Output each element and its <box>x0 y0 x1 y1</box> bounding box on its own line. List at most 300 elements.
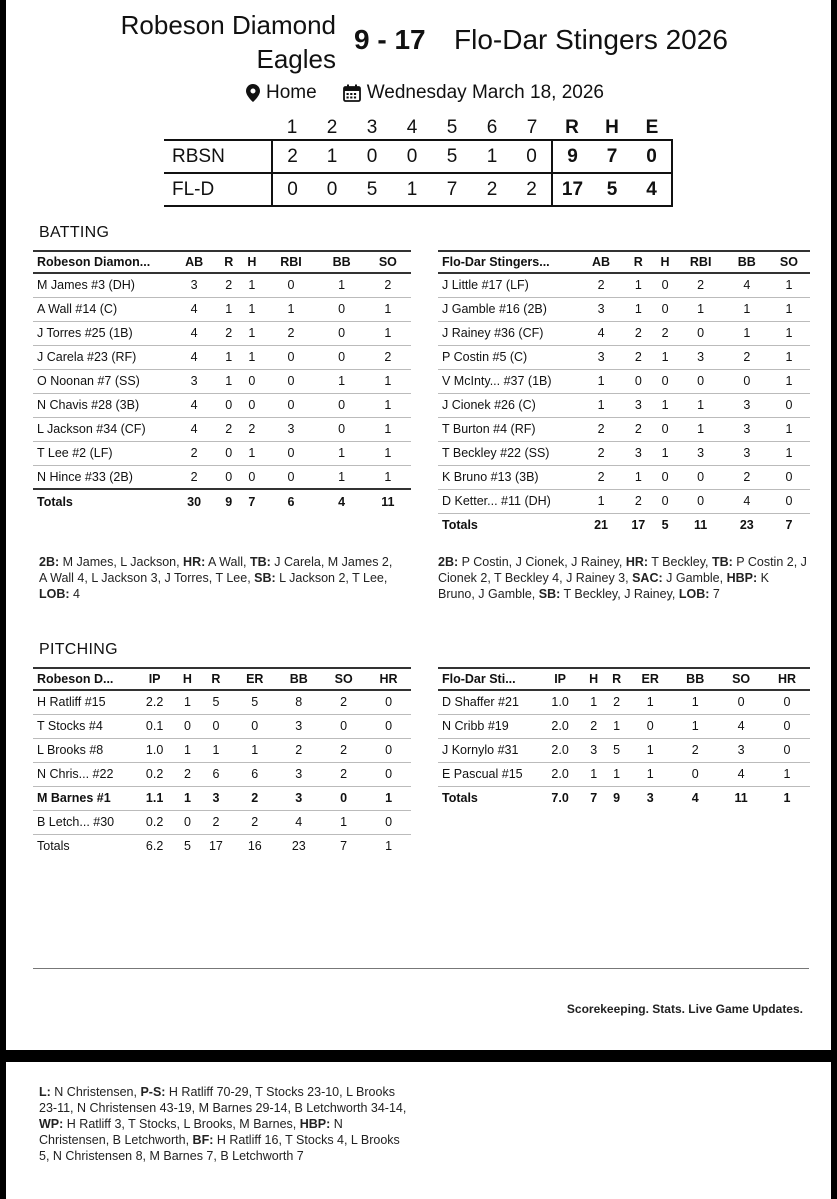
stat-value: 0 <box>319 393 365 417</box>
stat-value: 0 <box>319 417 365 441</box>
table-row <box>438 393 810 417</box>
pitching-notes <box>39 1084 409 1164</box>
stat-value: 1 <box>199 738 234 762</box>
stat-value: 4 <box>276 810 321 834</box>
stat-value: 1 <box>240 297 263 321</box>
game-location: Home <box>266 82 317 103</box>
stat-value: 4 <box>718 714 764 738</box>
stat-value: 5 <box>605 738 628 762</box>
stat-value: 0 <box>764 690 810 714</box>
player-name: J Torres #25 (1B) <box>33 321 171 345</box>
stat-value: 1 <box>582 690 605 714</box>
stat-value: 1 <box>628 762 672 786</box>
stat-value: 4 <box>726 489 768 513</box>
player-name: T Beckley #22 (SS) <box>438 441 580 465</box>
stat-value: 1 <box>768 321 810 345</box>
player-name: N Cribb #19 <box>438 714 538 738</box>
total-value: 4 <box>319 489 365 513</box>
total-value: 23 <box>291 839 306 854</box>
total-errors: 4 <box>632 173 672 206</box>
inning-label: 7 <box>526 116 538 138</box>
stat-value: 4 <box>171 393 217 417</box>
total-value: 1 <box>385 839 393 854</box>
stat-value: 2 <box>217 417 240 441</box>
note-label: WP: <box>39 1117 64 1131</box>
stat-value: 0 <box>768 393 810 417</box>
stat-value: 1 <box>217 369 240 393</box>
stat-value: 1 <box>764 762 810 786</box>
col-header: SO <box>779 255 798 269</box>
stat-value: 0 <box>366 738 411 762</box>
col-header: IP <box>148 672 161 686</box>
inning-runs: 0 <box>366 145 378 167</box>
note-text: 4 <box>69 587 80 601</box>
totals-row <box>438 786 810 810</box>
note-label: HR: <box>183 555 206 569</box>
stat-value: 5 <box>233 690 276 714</box>
col-header: R <box>633 255 643 269</box>
stat-value: 1 <box>319 273 365 297</box>
stat-value: 1 <box>176 690 198 714</box>
footer-tagline: Scorekeeping. Stats. Live Game Updates. <box>566 1002 803 1016</box>
note-label: BF: <box>192 1133 214 1147</box>
player-name: L Jackson #34 (CF) <box>33 417 171 441</box>
player-name: E Pascual #15 <box>438 762 538 786</box>
total-value: 3 <box>646 791 654 806</box>
stat-value: 4 <box>580 321 622 345</box>
total-errors: 0 <box>632 140 672 173</box>
stat-value: 1 <box>676 297 726 321</box>
inning-runs: 1 <box>406 178 418 200</box>
totals-label: Totals <box>37 839 70 854</box>
total-value: 9 <box>217 489 240 513</box>
player-name: J Cionek #26 (C) <box>438 393 580 417</box>
col-header: H <box>182 672 192 686</box>
total-value: 16 <box>247 839 262 854</box>
stat-value: 1 <box>217 345 240 369</box>
stat-value: 1 <box>582 762 605 786</box>
stat-value: 1 <box>655 393 676 417</box>
total-value: 23 <box>739 518 754 533</box>
stat-value: 0 <box>676 321 726 345</box>
stat-value: 0 <box>240 465 263 489</box>
col-header: BB <box>737 255 756 269</box>
runs-label: R <box>565 116 579 138</box>
stat-value: 1 <box>622 465 654 489</box>
stat-value: 2.0 <box>538 738 582 762</box>
home-team-name: Robeson Diamond Eagles <box>120 10 336 74</box>
stat-value: 0 <box>764 714 810 738</box>
stat-value: 0 <box>655 369 676 393</box>
inning-runs: 1 <box>326 145 338 167</box>
total-runs: 17 <box>552 173 592 206</box>
totals-label: Totals <box>442 518 478 533</box>
inning-label: 5 <box>446 116 458 138</box>
note-text: P Costin 2, J Cionek 2, T Beckley 4, J Rainey 3, <box>438 555 807 585</box>
col-header: H <box>247 255 257 269</box>
total-value: 9 <box>613 791 621 806</box>
col-header: BB <box>332 255 351 269</box>
col-header: HR <box>379 672 398 686</box>
stat-value: 2 <box>199 810 234 834</box>
line-score-row-away <box>164 173 672 206</box>
stat-value: 0 <box>676 489 726 513</box>
stat-value: 1.0 <box>538 690 582 714</box>
stat-value: 0 <box>263 273 318 297</box>
away-batting-notes <box>438 554 808 602</box>
stat-value: 2 <box>263 321 318 345</box>
stat-value: 3 <box>582 738 605 762</box>
stat-value: 2 <box>217 321 240 345</box>
stat-value: 2 <box>321 690 366 714</box>
stat-value: 1 <box>580 393 622 417</box>
table-row <box>33 273 411 297</box>
home-pitching-table <box>33 667 411 858</box>
col-header: SO <box>378 255 397 269</box>
note-label: 2B: <box>438 555 459 569</box>
note-label: L: <box>39 1085 51 1099</box>
stat-value: 0 <box>321 786 366 810</box>
errors-label: E <box>645 116 659 138</box>
stat-value: 1 <box>672 690 718 714</box>
table-row <box>33 345 411 369</box>
stat-value: 1 <box>655 345 676 369</box>
col-header: HR <box>778 672 797 686</box>
stat-value: 1 <box>628 690 672 714</box>
stat-value: 1 <box>768 441 810 465</box>
total-hits: 5 <box>606 178 618 200</box>
away-batting-table <box>438 250 810 537</box>
stat-value: 3 <box>171 369 217 393</box>
stat-value: 0.2 <box>133 810 176 834</box>
stat-value: 0 <box>217 441 240 465</box>
footer-divider <box>33 968 809 969</box>
batting-team-header: Flo-Dar Stingers... <box>442 255 550 269</box>
inning-runs: 2 <box>272 140 312 173</box>
stat-value: 0 <box>233 714 276 738</box>
stat-value: 1.0 <box>133 738 176 762</box>
stat-value: 3 <box>276 714 321 738</box>
stat-value: 3 <box>263 417 318 441</box>
stat-value: 1 <box>365 369 411 393</box>
total-value: 21 <box>594 518 608 533</box>
inning-runs: 2 <box>526 178 537 200</box>
stat-value: 1 <box>605 714 628 738</box>
stat-value: 6 <box>233 762 276 786</box>
note-label: HBP: <box>299 1117 331 1131</box>
stat-value: 1 <box>655 441 676 465</box>
stat-value: 0 <box>622 369 654 393</box>
stat-value: 0 <box>319 345 365 369</box>
stat-value: 3 <box>718 738 764 762</box>
game-meta <box>246 82 604 104</box>
stat-value: 2 <box>580 273 622 297</box>
stat-value: 3 <box>726 417 768 441</box>
stat-value: 2 <box>321 762 366 786</box>
stat-value: 8 <box>276 690 321 714</box>
stat-value: 1 <box>726 321 768 345</box>
inning-runs: 0 <box>326 178 338 200</box>
stat-value: 0 <box>764 738 810 762</box>
note-text: N Christensen, B Letchworth, <box>39 1117 343 1147</box>
stat-value: 0 <box>263 465 318 489</box>
stat-value: 1 <box>676 417 726 441</box>
stat-value: 1 <box>365 441 411 465</box>
totals-row <box>33 489 411 513</box>
stat-value: 3 <box>199 786 234 810</box>
stat-value: 0 <box>768 489 810 513</box>
table-row <box>438 441 810 465</box>
stat-value: 0 <box>176 810 198 834</box>
note-label: TB: <box>711 555 733 569</box>
inning-runs: 5 <box>446 145 458 167</box>
stat-value: 3 <box>622 393 654 417</box>
stat-value: 0 <box>217 465 240 489</box>
player-name: J Carela #23 (RF) <box>33 345 171 369</box>
stat-value: 0.1 <box>133 714 176 738</box>
stat-value: 0 <box>768 465 810 489</box>
player-name: J Little #17 (LF) <box>438 273 580 297</box>
note-label: P-S: <box>140 1085 166 1099</box>
stat-value: 1.1 <box>133 786 176 810</box>
stat-value: 2 <box>171 465 217 489</box>
note-text: L Jackson 2, T Lee, <box>275 571 388 585</box>
stat-value: 2 <box>580 441 622 465</box>
stat-value: 2 <box>672 738 718 762</box>
stat-value: 6 <box>199 762 234 786</box>
stat-value: 2.0 <box>538 762 582 786</box>
player-name: L Brooks #8 <box>33 738 133 762</box>
inning-label: 3 <box>366 116 378 138</box>
player-name: T Burton #4 (RF) <box>438 417 580 441</box>
stat-value: 1 <box>605 762 628 786</box>
player-name: H Ratliff #15 <box>33 690 133 714</box>
note-text: T Beckley, J Rainey, <box>560 587 679 601</box>
note-label: HR: <box>625 555 649 569</box>
table-row <box>438 417 810 441</box>
stat-value: 0 <box>726 369 768 393</box>
stat-value: 3 <box>726 441 768 465</box>
line-score <box>164 116 673 207</box>
stat-value: 2 <box>321 738 366 762</box>
note-label: 2B: <box>39 555 60 569</box>
col-header: IP <box>554 672 566 686</box>
stat-value: 2 <box>726 465 768 489</box>
stat-value: 1 <box>768 369 810 393</box>
stat-value: 0 <box>655 273 676 297</box>
note-label: SAC: <box>632 571 663 585</box>
stat-value: 0.2 <box>133 762 176 786</box>
table-row <box>33 441 411 465</box>
col-header: AB <box>592 255 611 269</box>
stat-value: 4 <box>171 345 217 369</box>
stat-value: 1 <box>768 417 810 441</box>
table-row <box>33 690 411 714</box>
stat-value: 1 <box>319 465 365 489</box>
stat-value: 1 <box>672 714 718 738</box>
stat-value: 1 <box>319 441 365 465</box>
note-text: T Beckley, <box>648 555 712 569</box>
table-row <box>33 786 411 810</box>
col-header: BB <box>686 672 705 686</box>
col-header: SO <box>334 672 353 686</box>
stat-value: 0 <box>366 810 411 834</box>
stat-value: 3 <box>622 441 654 465</box>
player-name: D Ketter... #11 (DH) <box>438 489 580 513</box>
total-value: 6.2 <box>145 839 164 854</box>
table-row <box>438 714 810 738</box>
note-text: M James, L Jackson, <box>59 555 184 569</box>
total-value: 7.0 <box>551 791 569 806</box>
team-abbr: RBSN <box>172 145 225 167</box>
stat-value: 4 <box>171 297 217 321</box>
inning-runs: 7 <box>446 178 458 200</box>
stat-value: 0 <box>672 762 718 786</box>
totals-label: Totals <box>33 489 171 513</box>
stat-value: 0 <box>366 714 411 738</box>
table-row <box>33 465 411 489</box>
note-label: TB: <box>249 555 271 569</box>
player-name: J Gamble #16 (2B) <box>438 297 580 321</box>
pitching-section-title: PITCHING <box>39 641 118 658</box>
col-header: SO <box>732 672 751 686</box>
final-score: 9 - 17 <box>354 24 426 55</box>
stat-value: 1 <box>240 321 263 345</box>
hits-label: H <box>605 116 619 138</box>
batting-section-title: BATTING <box>39 224 110 241</box>
total-value: 11 <box>694 518 708 533</box>
stat-value: 2.0 <box>538 714 582 738</box>
away-team-name: Flo-Dar Stingers 2026 <box>454 24 728 55</box>
table-row <box>438 321 810 345</box>
stat-value: 0 <box>263 441 318 465</box>
table-row <box>438 273 810 297</box>
stat-value: 2 <box>233 810 276 834</box>
table-row <box>33 762 411 786</box>
note-text: J Carela, M James 2, A Wall 4, L Jackson 3, J Torres, T Lee, <box>39 555 393 585</box>
continued-page <box>6 1062 831 1199</box>
table-row <box>33 369 411 393</box>
calendar-icon <box>343 84 361 102</box>
inning-label: 2 <box>326 116 338 138</box>
stat-value: 1 <box>726 297 768 321</box>
col-header: BB <box>289 672 308 686</box>
stat-value: 0 <box>319 321 365 345</box>
inning-runs: 2 <box>486 178 498 200</box>
total-value: 4 <box>691 791 699 806</box>
stat-value: 0 <box>366 762 411 786</box>
stat-value: 1 <box>176 786 198 810</box>
stat-value: 1 <box>365 393 411 417</box>
stat-value: 2 <box>622 345 654 369</box>
col-header: RBI <box>280 255 302 269</box>
stat-value: 1 <box>176 738 198 762</box>
player-name: T Lee #2 (LF) <box>33 441 171 465</box>
table-row <box>33 393 411 417</box>
stat-value: 0 <box>655 417 676 441</box>
note-label: LOB: <box>678 587 710 601</box>
player-name: K Bruno #13 (3B) <box>438 465 580 489</box>
inning-runs: 0 <box>406 145 418 167</box>
stat-value: 1 <box>240 345 263 369</box>
note-text: P Costin, J Cionek, J Rainey, <box>458 555 626 569</box>
stat-value: 2 <box>580 465 622 489</box>
total-value: 5 <box>661 518 669 533</box>
total-value: 5 <box>183 839 191 854</box>
stat-value: 3 <box>726 393 768 417</box>
stat-value: 1 <box>365 465 411 489</box>
player-name: M Barnes #1 <box>33 786 133 810</box>
stat-value: 4 <box>718 762 764 786</box>
stat-value: 0 <box>655 297 676 321</box>
table-row <box>33 714 411 738</box>
total-value: 1 <box>783 791 791 806</box>
stat-value: 1 <box>365 321 411 345</box>
total-value: 30 <box>171 489 217 513</box>
totals-row <box>438 513 810 537</box>
stat-value: 3 <box>676 441 726 465</box>
note-text: H Ratliff 16, T Stocks 4, L Brooks 5, N Christensen 8, M Barnes 7, B Letchworth 7 <box>39 1133 400 1163</box>
note-label: LOB: <box>39 587 70 601</box>
stat-value: 0 <box>319 297 365 321</box>
player-name: D Shaffer #21 <box>438 690 538 714</box>
stat-value: 0 <box>628 714 672 738</box>
note-text: N Christensen, <box>50 1085 141 1099</box>
table-row <box>438 297 810 321</box>
note-text: K Bruno, J Gamble, <box>438 571 769 601</box>
col-header: R <box>612 672 622 686</box>
player-name: J Rainey #36 (CF) <box>438 321 580 345</box>
stat-value: 0 <box>366 690 411 714</box>
stat-value: 2 <box>171 441 217 465</box>
pitching-team-header: Flo-Dar Sti... <box>442 672 516 686</box>
stat-value: 0 <box>263 393 318 417</box>
totals-label: Totals <box>442 791 478 806</box>
stat-value: 0 <box>176 714 198 738</box>
pitching-team-header: Robeson D... <box>37 672 114 686</box>
stat-value: 0 <box>263 369 318 393</box>
stat-value: 0 <box>676 369 726 393</box>
col-header: ER <box>641 672 659 686</box>
stat-value: 3 <box>580 297 622 321</box>
stat-value: 1 <box>622 273 654 297</box>
total-value: 7 <box>340 839 348 854</box>
note-text: A Wall, <box>205 555 250 569</box>
player-name: N Hince #33 (2B) <box>33 465 171 489</box>
stat-value: 0 <box>321 714 366 738</box>
player-name: T Stocks #4 <box>33 714 133 738</box>
note-text: H Ratliff 3, T Stocks, L Brooks, M Barnes, <box>63 1117 300 1131</box>
game-date: Wednesday March 18, 2026 <box>366 82 604 103</box>
stat-value: 1 <box>366 786 411 810</box>
note-text: J Gamble, <box>662 571 727 585</box>
stat-value: 0 <box>217 393 240 417</box>
stat-value: 4 <box>726 273 768 297</box>
home-batting-table <box>33 250 411 513</box>
table-row <box>438 465 810 489</box>
away-pitching-table <box>438 667 810 810</box>
inning-label: 4 <box>406 116 418 138</box>
stat-value: 1 <box>622 297 654 321</box>
stat-value: 1 <box>580 489 622 513</box>
col-header: ER <box>246 672 264 686</box>
stat-value: 2 <box>365 273 411 297</box>
table-row <box>33 417 411 441</box>
col-header: R <box>224 255 234 269</box>
table-row <box>33 738 411 762</box>
note-text: H Ratliff 70-29, T Stocks 23-10, L Brooks 23-11, N Christensen 43-19, M Barnes 29-14, B Letchworth 34-14, <box>39 1085 407 1115</box>
inning-label: 6 <box>486 116 498 138</box>
